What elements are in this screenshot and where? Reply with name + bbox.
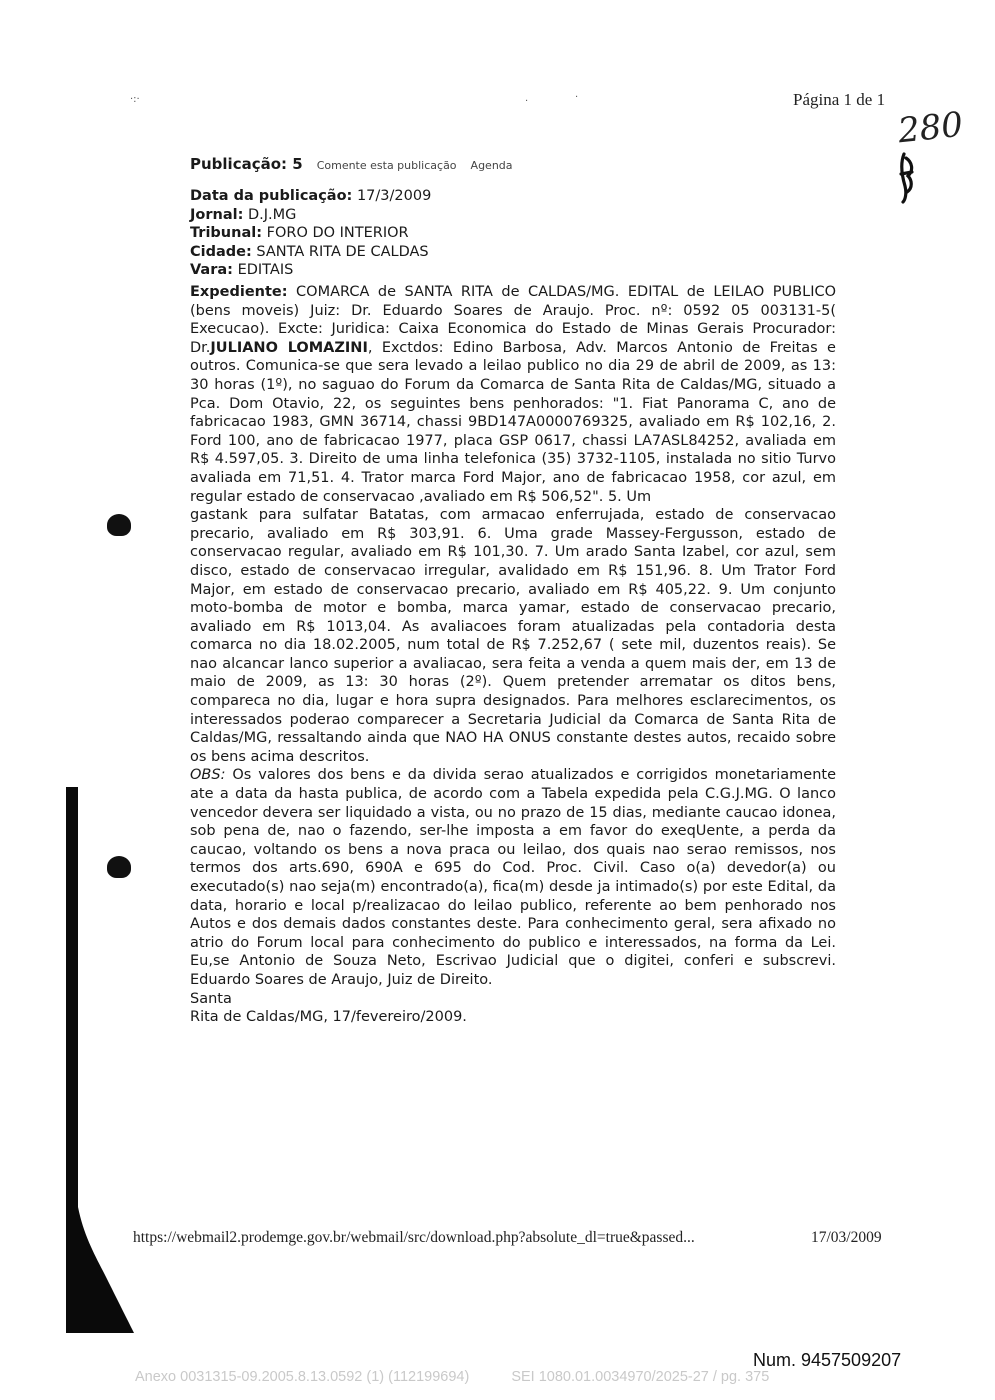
sei-reference: SEI 1080.01.0034970/2025-27 / pg. 375 [511,1369,770,1385]
meta-row-journal [190,206,836,225]
handwritten-folio-number: 280 [896,104,965,152]
meta-label: Tribunal: [190,225,262,242]
scan-speck: · [525,96,529,107]
closing-line: Santa [190,990,232,1007]
expediente-label: Expediente: [190,284,288,300]
expediente-body [190,283,836,1027]
annex-footer [135,1369,769,1385]
scan-speck: · [575,92,579,103]
meta-row-division [190,261,836,280]
meta-label: Jornal: [190,206,244,223]
scan-edge-shadow [66,787,136,1333]
expediente-paragraph-2 [190,506,836,766]
publication-header [190,155,513,173]
closing-line: Rita de Caldas/MG, 17/fevereiro/2009. [190,1009,467,1026]
scan-speck: ·:· [130,94,140,105]
expediente-paragraph-1 [190,283,836,506]
expediente-text: , Exctdos: Edino Barbosa, Adv. Marcos Antonio de Freitas e outros. Comunica-se que sera levado a leilao publico no dia 29 de abril de 2009, as 13: 30 horas (1º), no saguao do Forum da Comarca de Santa Rita de Caldas/MG, situado a Pca. Dom Otavio, 22, os seguintes bens penhorados: "1. Fiat Panorama C, ano de fabricacao 1983, GMN 36714, chassi 9BD147A0000769325, avaliado em R$ 102,16, 2. Ford 100, ano de fabricacao 1977, placa GSP 0617, chassi LA7ASL84252, avaliada em R$ 4.597,05. 3. Direito de uma linha telefonica (35) 3732-1105, instalada no sitio Turvo avaliada em 71,51. 4. Trator marca Ford Major, ano de fabricacao 1958, cor azul, em regular estado de conservacao ,avaliado em R$ 506,52". 5. Um [190,339,836,505]
obs-text: Os valores dos bens e da divida serao atualizados e corrigidos monetariamente ate a data da hasta publica, de acordo com a Tabela expedida pela C.G.J.MG. O lanco vencedor devera ser liquidado a vista, ou no prazo de 15 dias, mediante caucao idonea, sob pena de, nao o fazendo, ser-lhe imposta a em favor do exeqUente, a perda da caucao, voltando os bens a nova praca ou leilao, dos quais nao serao remissos, nos termos dos arts.690, 690A e 695 do Cod. Proc. Civil. Caso o(a) devedor(a) ou executado(s) nao seja(m) encontrado(a), fica(m) desde ja intimado(s) por este Edital, da data, horario e local p/realizacao do leilao publico, referente ao bem penhorado nos Autos e dos demais dados constantes deste. Para conhecimento geral, sera afixado no atrio do Forum local para conhecimento do publico e interessados, na forma da Lei. Eu,se Antonio de Souza Neto, Escrivao Judicial que o digitei, conferi e subscrevi. Eduardo Soares de Araujo, Juiz de Direito. [190,767,837,988]
meta-value: D.J.MG [248,206,297,223]
obs-label: OBS: [190,767,226,784]
handwritten-initial-mark [896,152,918,204]
expediente-text: COMARCA de SANTA RITA de CALDAS/MG. EDITAL de LEILAO PUBLICO (bens moveis) Juiz: Dr. Eduardo Soares de Araujo. Proc. nº: 0592 05 003131-5( Execucao). Excte: Juridica: Caixa Economica do Estado de Minas Gerais Procurador: Dr. [190,284,837,356]
page-indicator: Página 1 de 1 [793,90,886,109]
obs-paragraph [190,766,836,989]
meta-label: Cidade: [190,243,252,260]
meta-row-date [190,187,836,206]
agenda-link[interactable]: Agenda [470,159,513,172]
meta-value: SANTA RITA DE CALDAS [256,243,429,260]
comment-publication-link[interactable]: Comente esta publicação [316,159,457,172]
attorney-name: JULIANO LOMAZINI [210,339,368,356]
meta-value: FORO DO INTERIOR [266,225,409,242]
meta-value: EDITAIS [237,262,294,279]
publication-label: Publicação: 5 [190,155,303,173]
publication-metadata [190,187,836,280]
meta-label: Vara: [190,262,233,279]
annex-reference: Anexo 0031315-09.2005.8.13.0592 (1) (112199694) [135,1369,470,1385]
footer-url: https://webmail2.prodemge.gov.br/webmail/src/download.php?absolute_dl=true&passed... [133,1229,695,1246]
meta-row-city [190,243,836,262]
document-number-stamp: Num. 9457509207 [753,1350,902,1370]
footer-date: 17/03/2009 [811,1229,882,1246]
punch-hole [107,514,131,536]
meta-value: 17/3/2009 [356,188,432,204]
meta-row-court [190,224,836,243]
meta-label: Data da publicação: [190,188,353,204]
expediente-text: gastank para sulfatar Batatas, com armacao enferrujada, estado de conservacao precario, avaliado em R$ 303,91. 6. Uma grade Massey-Fergusson, estado de conservacao regular, avaliado em R$ 101,30. 7. Um arado Santa Izabel, cor azul, sem disco, estado de conservacao irregular, avalidado em R$ 151,96. 8. Um Trator Ford Major, em estado de conservacao precario, avaliado em R$ 405,22. 9. Um conjunto moto-bomba de motor e bomba, marca yamar, estado de conservacao precario, avaliado em R$ 1013,04. As avaliacoes foram atualizadas pela contadoria desta comarca no dia 18.02.2005, num total de R$ 7.252,67 ( sete mil, duzentos reais). Se nao alcancar lanco superior a avaliacao, sera feita a venda a quem mais der, em 13 de maio de 2009, as 13: 30 horas (2º). Quem pretender arrematar os ditos bens, compareca no dia, lugar e hora supra designados. Para melhores esclarecimentos, os interessados poderao comparecer a Secretaria Judicial da Comarca de Santa Rita de Caldas/MG, ressaltando ainda que NAO HA ONUS constante destes autos, recaido sobre os bens acima descritos. [190,507,836,765]
